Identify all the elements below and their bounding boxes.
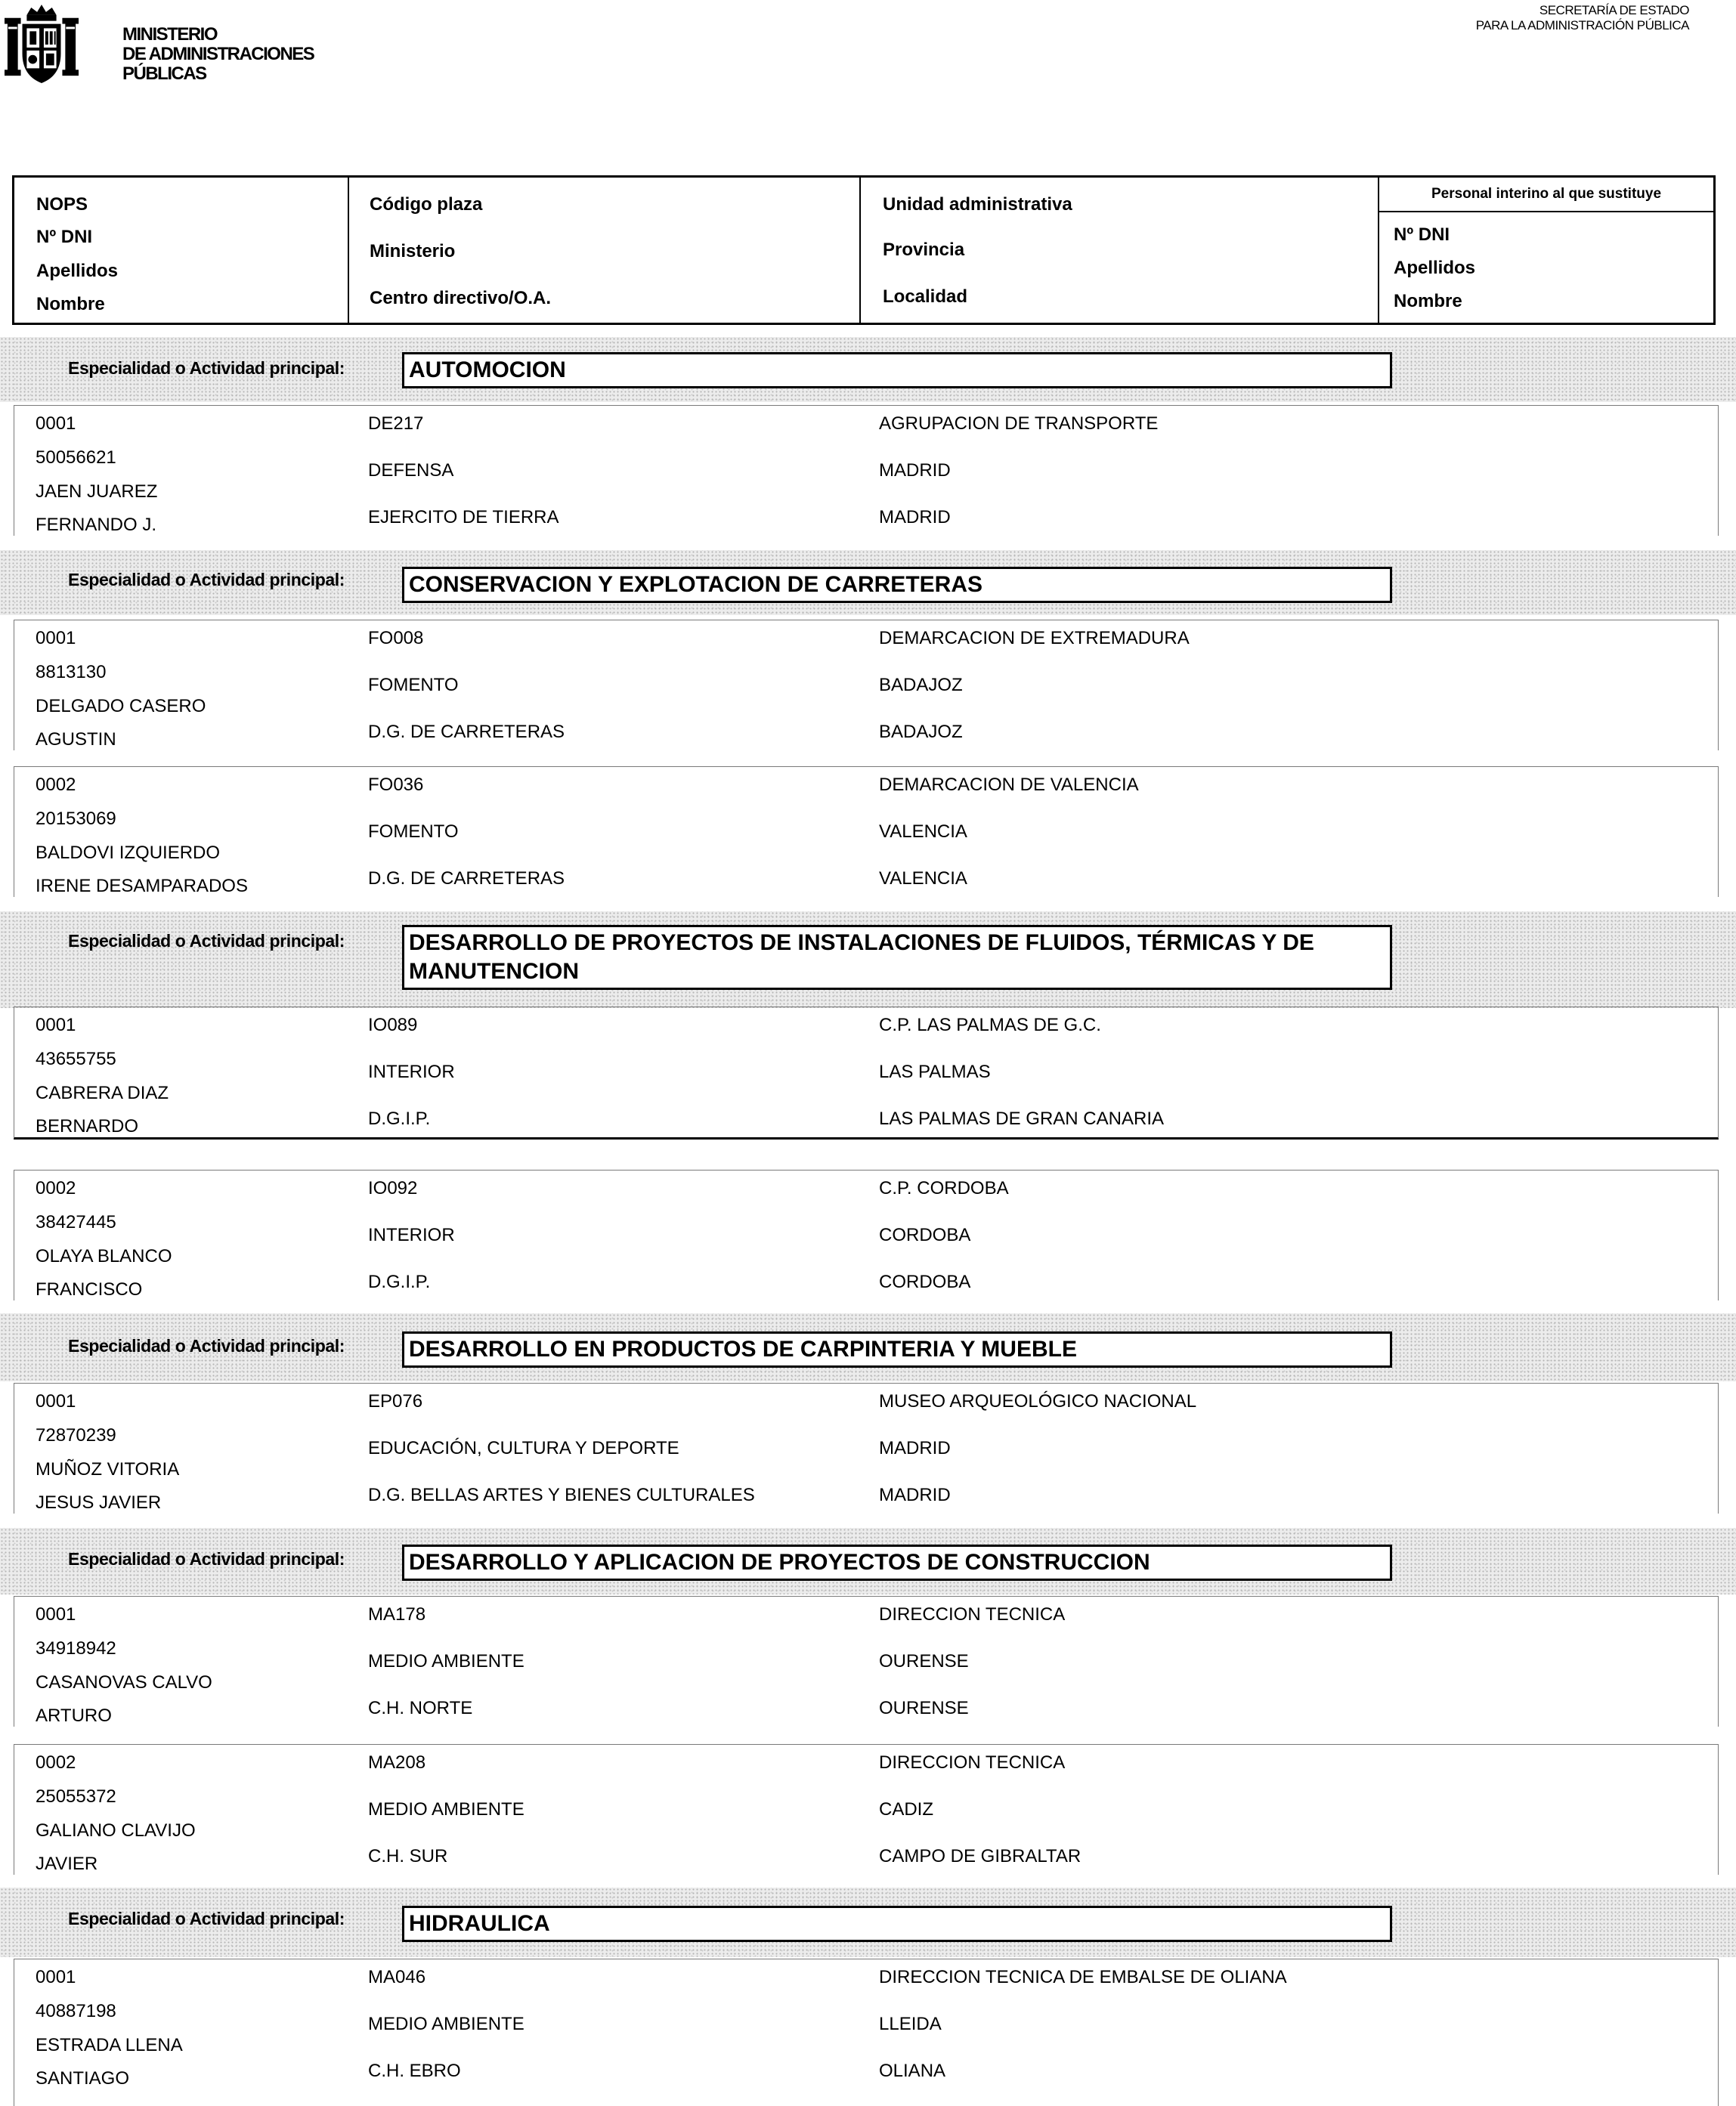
record-codigo-plaza: MA178 bbox=[368, 1604, 426, 1625]
record-ministerio: FOMENTO bbox=[368, 675, 459, 695]
record-centro-directivo: C.H. NORTE bbox=[368, 1698, 473, 1718]
header-interim-nombre: Nombre bbox=[1394, 291, 1462, 311]
record-box bbox=[14, 766, 1719, 897]
record-provincia: LAS PALMAS bbox=[879, 1062, 991, 1082]
record-codigo-plaza: FO008 bbox=[368, 628, 424, 648]
header-dni: Nº DNI bbox=[36, 227, 93, 247]
record-localidad: LAS PALMAS DE GRAN CANARIA bbox=[879, 1109, 1164, 1129]
record-box bbox=[14, 1959, 1719, 2106]
specialty-band bbox=[0, 1888, 1736, 1957]
record-localidad: CORDOBA bbox=[879, 1272, 971, 1292]
record-localidad: OLIANA bbox=[879, 2061, 946, 2081]
record-nombre: JAVIER bbox=[36, 1854, 98, 1874]
record-dni: 72870239 bbox=[36, 1425, 116, 1446]
record-dni: 25055372 bbox=[36, 1786, 116, 1807]
record-nombre: FERNANDO J. bbox=[36, 515, 157, 535]
specialty-name: DESARROLLO DE PROYECTOS DE INSTALACIONES DE FLUIDOS, TÉRMICAS Y DE MANUTENCION bbox=[402, 925, 1392, 990]
record-dni: 20153069 bbox=[36, 809, 116, 829]
record-nops: 0002 bbox=[36, 1178, 76, 1198]
record-centro-directivo: D.G.I.P. bbox=[368, 1272, 431, 1292]
record-box bbox=[14, 1744, 1719, 1875]
record-localidad: OURENSE bbox=[879, 1698, 969, 1718]
record-apellidos: MUÑOZ VITORIA bbox=[36, 1459, 180, 1480]
record-nops: 0001 bbox=[36, 1604, 76, 1625]
header-column-post bbox=[349, 178, 861, 323]
header-ministerio: Ministerio bbox=[370, 241, 456, 261]
specialty-label: Especialidad o Actividad principal: bbox=[68, 1549, 345, 1569]
record-nops: 0001 bbox=[36, 1391, 76, 1412]
record-unidad-administrativa: MUSEO ARQUEOLÓGICO NACIONAL bbox=[879, 1391, 1197, 1412]
header-nombre: Nombre bbox=[36, 294, 105, 314]
record-nombre: FRANCISCO bbox=[36, 1279, 143, 1300]
record-ministerio: MEDIO AMBIENTE bbox=[368, 2014, 525, 2034]
record-nops: 0002 bbox=[36, 1752, 76, 1773]
record-apellidos: BALDOVI IZQUIERDO bbox=[36, 843, 221, 863]
record-unidad-administrativa: C.P. LAS PALMAS DE G.C. bbox=[879, 1015, 1101, 1035]
header-unidad-administrativa: Unidad administrativa bbox=[883, 194, 1072, 215]
header-interim-dni: Nº DNI bbox=[1394, 224, 1450, 245]
record-unidad-administrativa: DEMARCACION DE VALENCIA bbox=[879, 775, 1139, 795]
column-header-table bbox=[12, 175, 1716, 325]
specialty-name: AUTOMOCION bbox=[402, 352, 1392, 388]
record-box bbox=[14, 620, 1719, 750]
header-nops: NOPS bbox=[36, 194, 88, 215]
record-provincia: MADRID bbox=[879, 460, 951, 481]
specialty-label: Especialidad o Actividad principal: bbox=[68, 358, 345, 378]
record-codigo-plaza: IO092 bbox=[368, 1178, 418, 1198]
record-box bbox=[14, 1007, 1719, 1140]
record-centro-directivo: D.G. BELLAS ARTES Y BIENES CULTURALES bbox=[368, 1485, 755, 1505]
ministry-name-line-1: MINISTERIO bbox=[122, 24, 218, 45]
record-codigo-plaza: DE217 bbox=[368, 413, 424, 434]
header-apellidos: Apellidos bbox=[36, 261, 119, 281]
record-box bbox=[14, 1596, 1719, 1727]
record-codigo-plaza: MA208 bbox=[368, 1752, 426, 1773]
header-column-unit bbox=[861, 178, 1379, 323]
record-nombre: SANTIAGO bbox=[36, 2068, 130, 2089]
specialty-band bbox=[0, 911, 1736, 1008]
record-nops: 0002 bbox=[36, 775, 76, 795]
record-provincia: BADAJOZ bbox=[879, 675, 963, 695]
specialty-band bbox=[0, 337, 1736, 402]
record-codigo-plaza: FO036 bbox=[368, 775, 424, 795]
record-apellidos: CASANOVAS CALVO bbox=[36, 1672, 212, 1693]
record-ministerio: DEFENSA bbox=[368, 460, 454, 481]
record-provincia: VALENCIA bbox=[879, 821, 967, 842]
record-ministerio: MEDIO AMBIENTE bbox=[368, 1651, 525, 1672]
record-codigo-plaza: IO089 bbox=[368, 1015, 418, 1035]
header-codigo-plaza: Código plaza bbox=[370, 194, 483, 215]
record-dni: 8813130 bbox=[36, 662, 107, 682]
record-ministerio: INTERIOR bbox=[368, 1062, 455, 1082]
record-nombre: BERNARDO bbox=[36, 1116, 139, 1136]
specialty-name: CONSERVACION Y EXPLOTACION DE CARRETERAS bbox=[402, 567, 1392, 603]
record-dni: 40887198 bbox=[36, 2001, 116, 2021]
record-localidad: BADAJOZ bbox=[879, 722, 963, 742]
specialty-name: HIDRAULICA bbox=[402, 1906, 1392, 1942]
record-apellidos: CABRERA DIAZ bbox=[36, 1083, 169, 1103]
record-unidad-administrativa: DIRECCION TECNICA bbox=[879, 1752, 1066, 1773]
record-codigo-plaza: MA046 bbox=[368, 1967, 426, 1987]
record-provincia: OURENSE bbox=[879, 1651, 969, 1672]
record-provincia: LLEIDA bbox=[879, 2014, 942, 2034]
record-nombre: JESUS JAVIER bbox=[36, 1492, 162, 1513]
specialty-band bbox=[0, 550, 1736, 615]
header-column-person bbox=[14, 178, 349, 323]
record-apellidos: JAEN JUAREZ bbox=[36, 481, 158, 502]
specialty-name: DESARROLLO Y APLICACION DE PROYECTOS DE CONSTRUCCION bbox=[402, 1545, 1392, 1581]
record-centro-directivo: EJERCITO DE TIERRA bbox=[368, 507, 559, 527]
record-ministerio: FOMENTO bbox=[368, 821, 459, 842]
record-nombre: IRENE DESAMPARADOS bbox=[36, 876, 248, 896]
record-codigo-plaza: EP076 bbox=[368, 1391, 423, 1412]
record-nombre: AGUSTIN bbox=[36, 729, 116, 750]
record-nops: 0001 bbox=[36, 413, 76, 434]
secretaria-line-2: PARA LA ADMINISTRACIÓN PÚBLICA bbox=[1475, 18, 1689, 32]
specialty-name: DESARROLLO EN PRODUCTOS DE CARPINTERIA Y MUEBLE bbox=[402, 1331, 1392, 1368]
record-dni: 50056621 bbox=[36, 447, 116, 468]
specialty-label: Especialidad o Actividad principal: bbox=[68, 1336, 345, 1356]
header-provincia: Provincia bbox=[883, 240, 965, 260]
record-nops: 0001 bbox=[36, 1967, 76, 1987]
record-box bbox=[14, 1383, 1719, 1514]
record-centro-directivo: D.G. DE CARRETERAS bbox=[368, 722, 565, 742]
record-localidad: MADRID bbox=[879, 1485, 951, 1505]
record-box bbox=[14, 1170, 1719, 1300]
record-ministerio: INTERIOR bbox=[368, 1225, 455, 1245]
record-unidad-administrativa: DIRECCION TECNICA DE EMBALSE DE OLIANA bbox=[879, 1967, 1287, 1987]
record-localidad: VALENCIA bbox=[879, 868, 967, 889]
ministry-name-line-3: PÚBLICAS bbox=[122, 63, 206, 84]
record-centro-directivo: C.H. SUR bbox=[368, 1846, 448, 1866]
record-centro-directivo: D.G. DE CARRETERAS bbox=[368, 868, 565, 889]
record-dni: 38427445 bbox=[36, 1212, 116, 1232]
record-provincia: MADRID bbox=[879, 1438, 951, 1458]
record-apellidos: OLAYA BLANCO bbox=[36, 1246, 172, 1266]
record-unidad-administrativa: C.P. CORDOBA bbox=[879, 1178, 1009, 1198]
record-centro-directivo: D.G.I.P. bbox=[368, 1109, 431, 1129]
header-localidad: Localidad bbox=[883, 286, 968, 307]
record-unidad-administrativa: AGRUPACION DE TRANSPORTE bbox=[879, 413, 1159, 434]
record-localidad: MADRID bbox=[879, 507, 951, 527]
header-personal-interino-title: Personal interino al que sustituye bbox=[1379, 178, 1713, 212]
record-nops: 0001 bbox=[36, 1015, 76, 1035]
coat-of-arms-logo bbox=[5, 5, 79, 86]
record-centro-directivo: C.H. EBRO bbox=[368, 2061, 461, 2081]
header-centro-directivo: Centro directivo/O.A. bbox=[370, 288, 552, 308]
record-dni: 43655755 bbox=[36, 1049, 116, 1069]
record-dni: 34918942 bbox=[36, 1638, 116, 1659]
specialty-label: Especialidad o Actividad principal: bbox=[68, 1909, 345, 1928]
specialty-band bbox=[0, 1528, 1736, 1594]
record-nombre: ARTURO bbox=[36, 1706, 112, 1726]
record-nops: 0001 bbox=[36, 628, 76, 648]
record-ministerio: MEDIO AMBIENTE bbox=[368, 1799, 525, 1820]
specialty-label: Especialidad o Actividad principal: bbox=[68, 931, 345, 951]
record-provincia: CADIZ bbox=[879, 1799, 933, 1820]
record-ministerio: EDUCACIÓN, CULTURA Y DEPORTE bbox=[368, 1438, 679, 1458]
record-box bbox=[14, 405, 1719, 536]
record-provincia: CORDOBA bbox=[879, 1225, 971, 1245]
record-unidad-administrativa: DEMARCACION DE EXTREMADURA bbox=[879, 628, 1190, 648]
secretaria-line-1: SECRETARÍA DE ESTADO bbox=[1539, 3, 1689, 17]
record-apellidos: GALIANO CLAVIJO bbox=[36, 1820, 196, 1841]
header-column-interim bbox=[1379, 178, 1713, 323]
specialty-label: Especialidad o Actividad principal: bbox=[68, 570, 345, 589]
header-interim-apellidos: Apellidos bbox=[1394, 258, 1476, 278]
specialty-band bbox=[0, 1313, 1736, 1381]
record-apellidos: ESTRADA LLENA bbox=[36, 2035, 183, 2055]
record-localidad: CAMPO DE GIBRALTAR bbox=[879, 1846, 1082, 1866]
record-apellidos: DELGADO CASERO bbox=[36, 696, 206, 716]
ministry-name-line-2: DE ADMINISTRACIONES bbox=[122, 44, 314, 64]
record-unidad-administrativa: DIRECCION TECNICA bbox=[879, 1604, 1066, 1625]
